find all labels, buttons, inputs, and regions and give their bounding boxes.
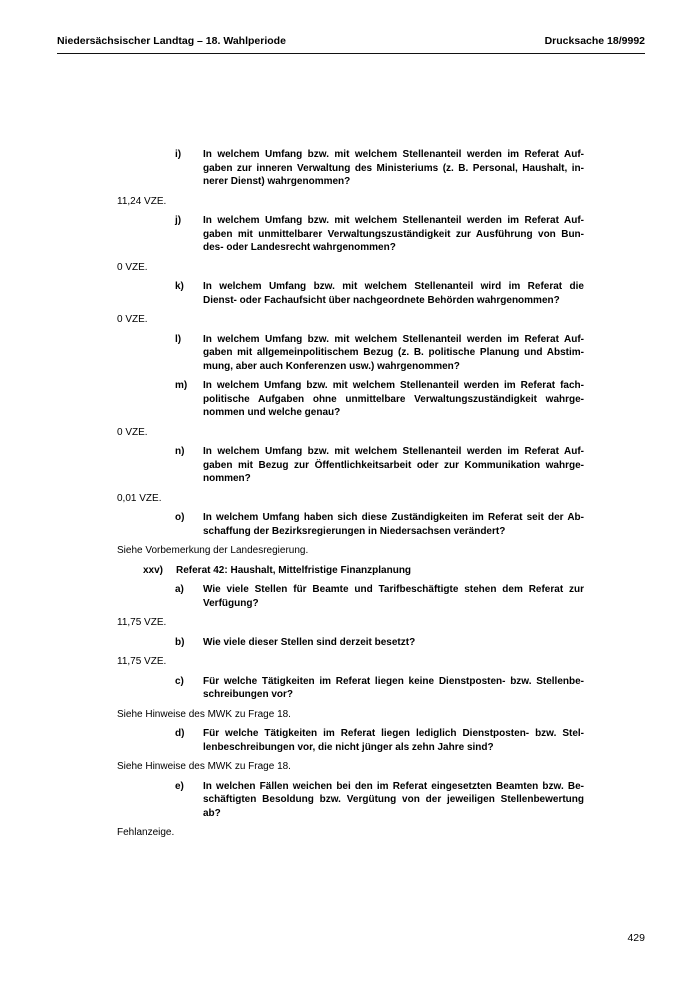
question-label: m) [175, 380, 188, 391]
question-label: c) [175, 675, 184, 687]
question-label: a) [175, 584, 184, 595]
question-line: In welchem Umfang bzw. mit welchem Stellenanteil werden im Referat Auf- [203, 446, 584, 457]
question-line: In welchem Umfang bzw. mit welchem Stellenanteil werden im Referat Auf- [203, 215, 584, 226]
question-line: des- oder Landesrecht wahrgenommen? [203, 242, 396, 253]
header-right-docnumber: Drucksache 18/9992 [544, 35, 645, 47]
question-text [203, 148, 584, 189]
answer-text: 11,75 VZE. [117, 656, 167, 667]
question-line: In welchem Umfang bzw. mit welchem Stellenanteil wird im Referat die [203, 281, 584, 292]
question-item [175, 148, 584, 189]
question-item [175, 675, 584, 702]
answer-text: Siehe Hinweise des MWK zu Frage 18. [117, 708, 291, 720]
question-label: j) [175, 215, 182, 226]
question-item [175, 583, 584, 610]
question-item [175, 214, 584, 255]
question-line: Verfügung? [203, 597, 259, 609]
question-line: lenbeschreibungen vor, die nicht jünger als zehn Jahre sind? [203, 741, 494, 753]
question-line: Wie viele Stellen für Beamte und Tarifbeschäftigte stehen dem Referat zur [203, 584, 584, 595]
question-line: Für welche Tätigkeiten im Referat liegen lediglich Dienstposten- bzw. Stel- [203, 728, 584, 739]
question-item [175, 379, 584, 420]
answer-text: Siehe Hinweise des MWK zu Frage 18. [117, 761, 291, 772]
document-header [57, 35, 645, 54]
question-item [175, 511, 584, 538]
question-label: l) [175, 333, 182, 345]
question-text [203, 379, 584, 420]
question-item [175, 636, 584, 650]
answer-text: Fehlanzeige. [117, 827, 175, 838]
page-number: 429 [627, 932, 645, 944]
document-body [117, 148, 584, 846]
question-line: schäftigten Besoldung bzw. Vergütung von der jeweiligen Stellenbewertung [203, 794, 584, 805]
answer-text: 11,75 VZE. [117, 617, 167, 628]
answer-text: 11,24 VZE. [117, 195, 167, 207]
answer-text: 0 VZE. [117, 426, 148, 438]
question-label: o) [175, 512, 185, 523]
question-label: n) [175, 446, 185, 457]
question-item [175, 333, 584, 374]
question-line: schaffung der Bezirksregierungen in Niedersachsen verändert? [203, 525, 506, 537]
question-line: politische Aufgaben ohne unmittelbare Verwaltungszuständigkeit wahrge- [203, 393, 584, 405]
question-line: Für welche Tätigkeiten im Referat liegen keine Dienstposten- bzw. Stellenbe- [203, 675, 584, 687]
question-label: k) [175, 281, 184, 292]
question-line: In welchen Fällen weichen bei den im Referat eingesetzten Beamten bzw. Be- [203, 780, 584, 792]
question-line: nommen? [203, 473, 251, 484]
question-text [203, 583, 584, 610]
question-label: d) [175, 728, 185, 739]
question-item [175, 445, 584, 486]
question-line: Wie viele dieser Stellen sind derzeit besetzt? [203, 636, 416, 648]
question-text [203, 675, 584, 702]
header-left-title: Niedersächsischer Landtag – 18. Wahlperiode [57, 35, 286, 47]
question-line: In welchem Umfang bzw. mit welchem Stellenanteil werden im Referat Auf- [203, 333, 584, 345]
question-text [203, 727, 584, 754]
answer-text: Siehe Vorbemerkung der Landesregierung. [117, 545, 309, 556]
question-line: gaben mit Bezug zur Öffentlichkeitsarbeit oder zur Kommunikation wahrge- [203, 459, 584, 471]
question-line: gaben mit allgemeinpolitischem Bezug (z. B. politische Planung und Abstim- [203, 347, 584, 358]
question-text [203, 780, 584, 821]
question-line: In welchem Umfang bzw. mit welchem Stellenanteil werden im Referat Auf- [203, 149, 584, 160]
question-line: schreibungen vor? [203, 689, 294, 700]
question-line: In welchem Umfang haben sich diese Zuständigkeiten im Referat seit der Ab- [203, 512, 584, 523]
question-label: e) [175, 780, 184, 792]
question-item [175, 280, 584, 307]
question-text [203, 445, 584, 486]
question-line: gaben zur inneren Verwaltung des Ministeriums (z. B. Personal, Haushalt, in- [203, 162, 584, 174]
question-line: Dienst- oder Fachaufsicht über nachgeordnete Behörden wahrgenommen? [203, 294, 560, 306]
answer-text: 0 VZE. [117, 261, 148, 273]
question-label: b) [175, 636, 185, 648]
question-text [203, 511, 584, 538]
answer-text: 0,01 VZE. [117, 492, 162, 504]
section-label: xxv) [143, 564, 164, 576]
question-line: nommen und welche genau? [203, 407, 341, 418]
question-line: In welchem Umfang bzw. mit welchem Stellenanteil werden im Referat fach- [203, 380, 584, 391]
section-title: Referat 42: Haushalt, Mittelfristige Finanzplanung [176, 564, 412, 576]
question-item [175, 727, 584, 754]
question-line: mung, aber auch Konferenzen usw.) wahrgenommen? [203, 360, 460, 372]
question-line: nerer Dienst) wahrgenommen? [203, 176, 351, 187]
question-line: ab? [203, 807, 221, 819]
question-text [203, 214, 584, 255]
question-text [203, 636, 584, 650]
section-item [143, 564, 584, 578]
question-label: i) [175, 149, 182, 160]
question-text [203, 333, 584, 374]
question-item [175, 780, 584, 821]
question-line: gaben mit unmittelbarer Verwaltungszuständigkeit zur Ausführung von Bun- [203, 228, 584, 240]
question-text [203, 280, 584, 307]
answer-text: 0 VZE. [117, 314, 148, 325]
